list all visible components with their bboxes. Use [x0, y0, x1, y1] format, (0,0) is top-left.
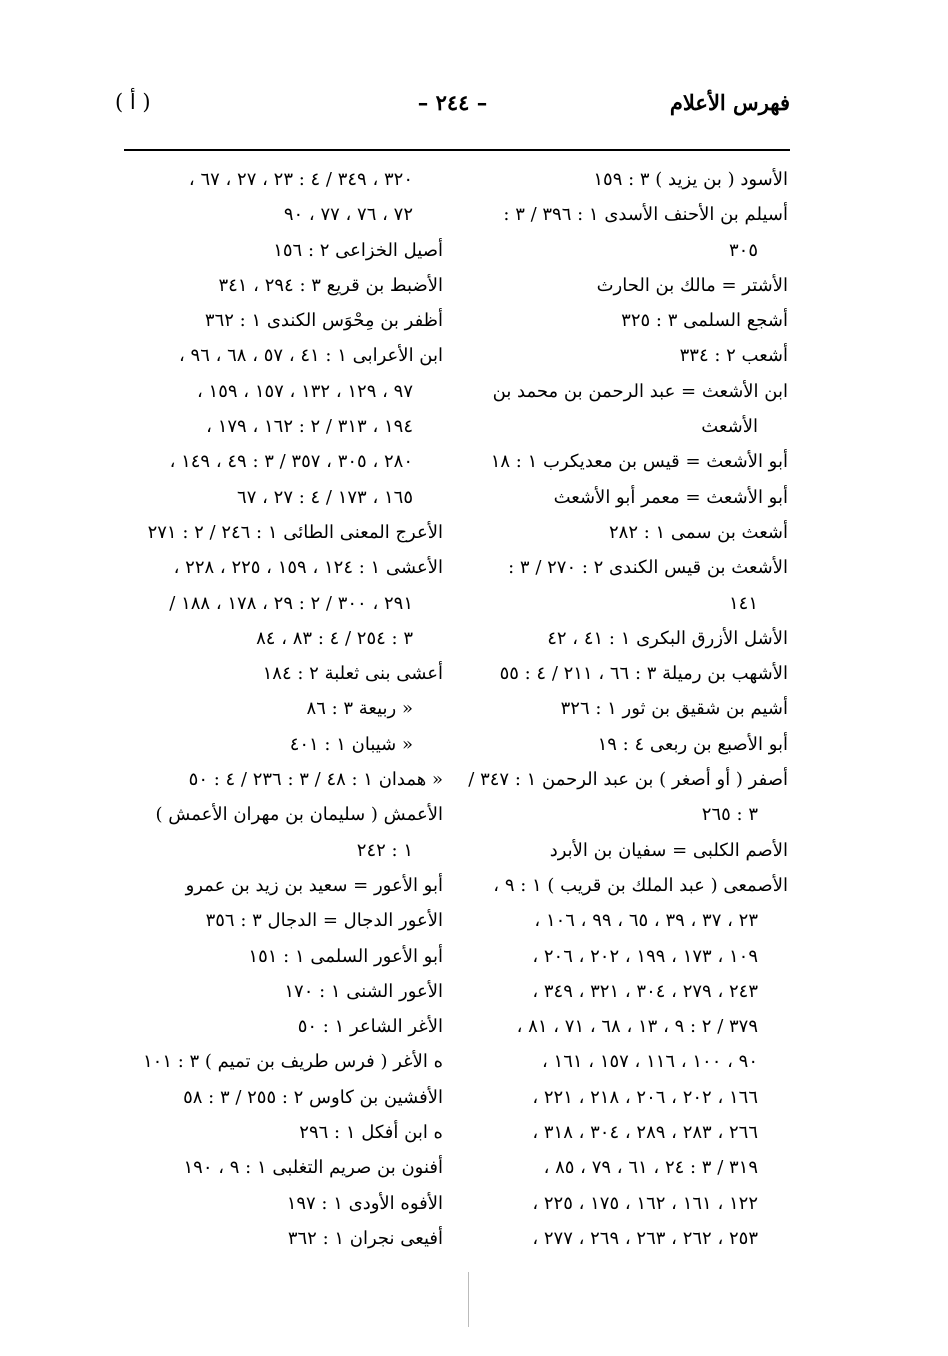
index-entry-continuation: ٢٩١ ، ٣٠٠ / ٢ : ٢٩ ، ١٧٨ ، ١٨٨ /	[169, 592, 413, 614]
index-entry-continuation: ٣٢٠ ، ٣٤٩ / ٤ : ٢٣ ، ٢٧ ، ٦٧ ،	[188, 169, 413, 190]
index-entry-continuation: ٣ : ٢٥٤ / ٤ : ٨٣ ، ٨٤	[256, 627, 413, 649]
index-entry-continuation: ٣٧٩ / ٢ : ٩ ، ١٣ ، ٦٨ ، ٧١ ، ٨١ ،	[516, 1016, 758, 1038]
page-number: – ٢٤٤ –	[417, 90, 488, 115]
index-entry: أبو الأعور = سعيد بن زيد بن عمرو	[185, 874, 443, 896]
index-entry-continuation: ١ : ٢٤٢	[356, 839, 413, 861]
index-entry: أشعث بن سمى ١ : ٢٨٢	[608, 521, 788, 543]
index-entry-continuation: « شيبان ١ : ٤٠١	[289, 733, 413, 755]
index-entry-continuation: ٩٧ ، ١٢٩ ، ١٣٢ ، ١٥٧ ، ١٥٩ ،	[197, 380, 413, 402]
index-entry: أبو الأشعث = قيس بن معديكرب ١ : ١٨	[490, 451, 788, 473]
index-entry: أفيعى نجران ١ : ٣٦٢	[287, 1227, 443, 1249]
index-entry: أشيم بن شقيق بن ثور ١ : ٣٢٦	[560, 698, 788, 720]
index-entry-continuation: ١٤١	[728, 592, 758, 614]
index-entry: الأصم الكلبى = سفيان بن الأبرد	[549, 839, 788, 861]
index-entry: الأغر الشاعر ١ : ٥٠	[297, 1016, 443, 1038]
index-entry: ه الأغر ( فرس طريف بن تميم ) ٣ : ١٠١	[142, 1051, 443, 1073]
index-entry-continuation: ١٠٩ ، ١٧٣ ، ١٩٩ ، ٢٠٢ ، ٢٠٦ ،	[532, 945, 758, 967]
index-entry: أبو الأشعث = معمر أبو الأشعث	[553, 486, 788, 508]
index-entry: ابن الأعرابى ١ : ٤١ ، ٥٧ ، ٦٨ ، ٩٦ ،	[179, 345, 443, 367]
scan-mark	[468, 1272, 469, 1327]
header-rule	[124, 149, 790, 151]
index-entry: الأصمعى ( عبد الملك بن قريب ) ١ : ٩ ،	[493, 874, 788, 896]
index-entry: أعشى بنى ثعلبة ٢ : ١٨٤	[262, 663, 443, 685]
index-entry-continuation: ١٦٥ ، ١٧٣ / ٤ : ٢٧ ، ٦٧	[237, 486, 413, 508]
index-entry: الأفشين بن كاوس ٢ : ٢٥٥ / ٣ : ٥٨	[183, 1086, 443, 1108]
index-entry: الأعشى ١ : ١٢٤ ، ١٥٩ ، ٢٢٥ ، ٢٢٨ ،	[173, 557, 443, 579]
index-entry: ه ابن أفكل ١ : ٢٩٦	[299, 1122, 443, 1144]
index-entry: أفنون بن صريم التغلبى ١ : ٩ ، ١٩٠	[183, 1157, 443, 1179]
index-entry: الأفوه الأودى ١ : ١٩٧	[286, 1192, 443, 1214]
index-entry: الأعور الدجال = الدجال ٣ : ٣٥٦	[205, 910, 443, 932]
index-entry-continuation: ٢٥٣ ، ٢٦٢ ، ٢٦٣ ، ٢٦٩ ، ٢٧٧ ،	[532, 1227, 758, 1249]
index-entry: أظفر بن مِحْوَس الكندى ١ : ٣٦٢	[204, 310, 443, 332]
index-entry: الأشل الأزرق البكرى ١ : ٤١ ، ٤٢	[547, 627, 788, 649]
index-entry: أبو الأعور السلمى ١ : ١٥١	[248, 945, 443, 967]
index-entry-continuation: ٣ : ٢٦٥	[701, 804, 758, 826]
index-entry: الأعرج المعنى الطائى ١ : ٢٤٦ / ٢ : ٢٧١	[147, 521, 443, 543]
index-entry-continuation: ١٩٤ ، ٣١٣ / ٢ : ١٦٢ ، ١٧٩ ،	[206, 416, 413, 438]
index-entry-continuation: ٧٢ ، ٧٦ ، ٧٧ ، ٩٠	[283, 204, 413, 226]
index-entry: أشجع السلمى ٣ : ٣٢٥	[621, 310, 788, 332]
index-entry: « همدان ١ : ٤٨ / ٣ : ٢٣٦ / ٤ : ٥٠	[188, 769, 443, 791]
index-entry: ابن الأشعث = عبد الرحمن بن محمد بن	[492, 380, 788, 402]
index-entry: الأضبط بن قريع ٣ : ٢٩٤ ، ٣٤١	[218, 274, 443, 296]
index-column-right	[458, 162, 788, 1256]
index-entry-continuation: « ربيعة ٣ : ٨٦	[306, 698, 413, 720]
index-entry-continuation: ٢٣ ، ٣٧ ، ٣٩ ، ٦٥ ، ٩٩ ، ١٠٦ ،	[534, 910, 758, 932]
index-entry: أسيلم بن الأحنف الأسدى ١ : ٣٩٦ / ٣ :	[503, 204, 788, 226]
section-letter: ( أ )	[115, 90, 151, 114]
index-entry-continuation: ٣١٩ / ٣ : ٢٤ ، ٦١ ، ٧٩ ، ٨٥ ،	[543, 1157, 758, 1179]
index-entry: الأعمش ( سليمان بن مهران الأعمش )	[155, 804, 443, 826]
index-entry: أبو الأصبع بن ربعى ٤ : ١٩	[597, 733, 788, 755]
index-entry-continuation: الأشعث	[701, 416, 758, 438]
index-entry: أصفر ( أو أصغر ) بن عبد الرحمن ١ : ٣٤٧ /	[468, 769, 788, 791]
index-entry: الأعور الشنى ١ : ١٧٠	[284, 980, 443, 1002]
index-entry: أشعب ٢ : ٣٣٤	[679, 345, 788, 367]
running-title: فهرس الأعلام	[669, 90, 790, 115]
index-entry: الأشهب بن رميلة ٣ : ٦٦ ، ٢١١ / ٤ : ٥٥	[499, 663, 788, 685]
index-entry-continuation: ٢٦٦ ، ٢٨٣ ، ٢٨٩ ، ٣٠٤ ، ٣١٨ ،	[532, 1122, 758, 1144]
index-entry-continuation: ١٢٢ ، ١٦١ ، ١٦٢ ، ١٧٥ ، ٢٢٥ ،	[532, 1192, 758, 1214]
page-header	[115, 90, 790, 130]
index-column-left	[118, 162, 443, 1256]
index-entry-continuation: ٩٠ ، ١٠٠ ، ١١٦ ، ١٥٧ ، ١٦١ ،	[542, 1051, 758, 1073]
index-entry: أصيل الخزاعى ٢ : ١٥٦	[273, 239, 443, 261]
index-entry-continuation: ١٦٦ ، ٢٠٢ ، ٢٠٦ ، ٢١٨ ، ٢٢١ ،	[532, 1086, 758, 1108]
index-entry-continuation: ٢٨٠ ، ٣٠٥ ، ٣٥٧ / ٣ : ٤٩ ، ١٤٩ ،	[169, 451, 413, 473]
index-entry: الأسود ( بن يزيد ) ٣ : ١٥٩	[593, 169, 788, 190]
index-entry-continuation: ٢٤٣ ، ٢٧٩ ، ٣٠٤ ، ٣٢١ ، ٣٤٩ ،	[532, 980, 758, 1002]
index-entry: الأشتر = مالك بن الحارث	[596, 274, 788, 296]
index-entry: الأشعث بن قيس الكندى ٢ : ٢٧٠ / ٣ :	[508, 557, 788, 579]
index-entry-continuation: ٣٠٥	[728, 239, 758, 261]
